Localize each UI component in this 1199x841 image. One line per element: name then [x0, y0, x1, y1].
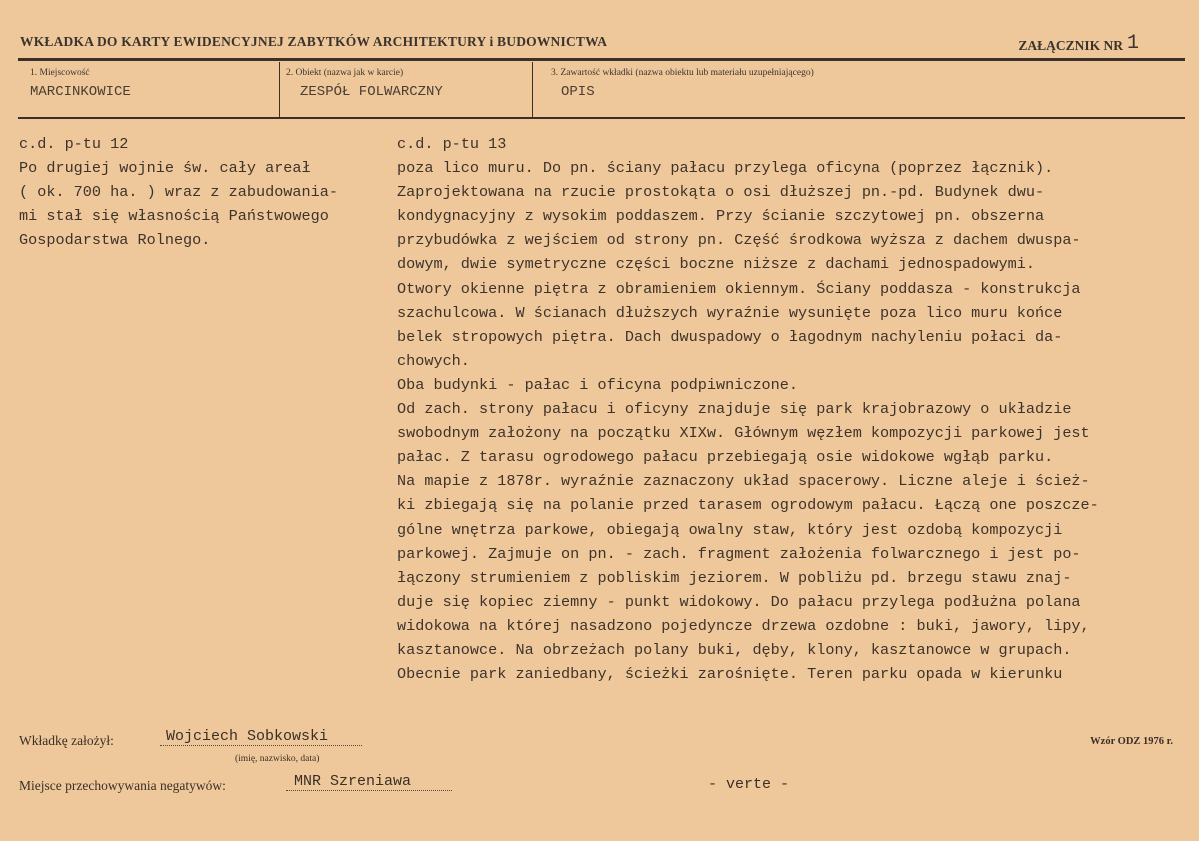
content-value: OPIS	[561, 84, 595, 100]
text-line: Zaprojektowana na rzucie prostokąta o osi dłuższej pn.-pd. Budynek dwu-	[397, 183, 1045, 202]
text-line: Od zach. strony pałacu i oficyny znajduje się park krajobrazowy o układzie	[397, 400, 1072, 419]
text-line: łączony strumieniem z pobliskim jeziorem. W pobliżu pd. brzegu stawu znaj-	[397, 568, 1072, 587]
text-line: przybudówka z wejściem od strony pn. Część środkowa wyższa z dachem dwuspa-	[397, 231, 1081, 250]
text-line: widokowa na której nasadzono pojedyncze drzewa ozdobne : buki, jawory, lipy,	[397, 616, 1090, 635]
fields-rule	[18, 117, 1185, 119]
left-column-text	[19, 132, 369, 252]
form-designation: Wzór ODZ 1976 r.	[1090, 736, 1173, 747]
text-line: Otwory okienne piętra z obramieniem okiennym. Ściany poddasza - konstrukcja	[397, 279, 1081, 298]
text-line	[397, 686, 1177, 710]
text-line: Obecnie park zaniedbany, ścieżki zarośnięte. Teren parku opada w kierunku	[397, 665, 1063, 684]
content-label: 3. Zawartość wkładki (nazwa obiektu lub materiału uzupełniającego)	[551, 68, 814, 78]
locality-label: 1. Miejscowość	[30, 68, 90, 78]
text-line: szachulcowa. W ścianach dłuższych wyraźnie wysunięte poza lico muru końce	[397, 303, 1063, 322]
header-rule	[18, 58, 1185, 61]
text-line: ( ok. 700 ha. ) wraz z zabudowania-	[19, 183, 338, 202]
text-line: parkowej. Zajmuje on pn. - zach. fragment założenia folwarcznego i jest po-	[397, 544, 1081, 563]
text-line: duje się kopiec ziemny - punkt widokowy. Do pałacu przylega podłużna polana	[397, 592, 1081, 611]
text-line: pałac. Z tarasu ogrodowego pałacu przebiegają osie widokowe wgłąb parku.	[397, 448, 1054, 467]
object-value: ZESPÓŁ FOLWARCZNY	[300, 84, 443, 100]
text-line: dowym, dwie symetryczne części boczne niższe z dachami jednospadowymi.	[397, 255, 1035, 274]
founder-label: Wkładkę założył:	[19, 733, 114, 748]
annex-number-value: 1	[1126, 32, 1139, 55]
annex-label: ZAŁĄCZNIK NR	[1018, 38, 1123, 53]
locality-value: MARCINKOWICE	[30, 84, 131, 100]
founder-value: Wojciech Sobkowski	[160, 728, 362, 746]
storage-value: MNR Szreniawa	[286, 773, 452, 791]
locality-field	[18, 62, 280, 116]
text-line: Oba budynki - pałac i oficyna podpiwniczone.	[397, 375, 799, 394]
verte-note: - verte -	[708, 776, 790, 793]
card-title: WKŁADKA DO KARTY EWIDENCYJNEJ ZABYTKÓW ARCHITEKTURY i BUDOWNICTWA	[20, 34, 608, 49]
text-line: Gospodarstwa Rolnego.	[19, 231, 211, 250]
object-field	[280, 62, 532, 116]
object-label: 2. Obiekt (nazwa jak w karcie)	[286, 68, 404, 78]
right-column-text	[397, 132, 1177, 710]
text-line: kondygnacyjny z wysokim poddaszem. Przy ścianie szczytowej pn. obszerna	[397, 207, 1045, 226]
text-line: c.d. p-tu 13	[397, 135, 507, 153]
text-line: belek stropowych piętra. Dach dwuspadowy o łagodnym nachyleniu połaci da-	[397, 327, 1063, 346]
annex-number	[1018, 34, 1139, 57]
text-line: chowych.	[397, 351, 470, 370]
content-field	[533, 62, 1173, 116]
text-line: Po drugiej wojnie św. cały areał	[19, 159, 311, 178]
founder-note: (imię, nazwisko, data)	[235, 754, 320, 764]
text-line: gólne wnętrza parkowe, obiegają owalny staw, który jest ozdobą kompozycji	[397, 520, 1063, 539]
text-line: kasztanowce. Na obrzeżach polany buki, dęby, klony, kasztanowce w grupach.	[397, 640, 1072, 659]
text-line: ki zbiegają się na polanie przed tarasem ogrodowym pałacu. Łączą one poszcze-	[397, 496, 1099, 515]
text-line: mi stał się własnością Państwowego	[19, 207, 329, 226]
text-line: swobodnym założony na początku XIXw. Głównym węzłem kompozycji parkowej jest	[397, 424, 1090, 443]
text-line: c.d. p-tu 12	[19, 135, 129, 153]
text-line: poza lico muru. Do pn. ściany pałacu przylega oficyna (poprzez łącznik).	[397, 159, 1054, 178]
storage-label: Miejsce przechowywania negatywów:	[19, 778, 226, 793]
text-line: Na mapie z 1878r. wyraźnie zaznaczony układ spacerowy. Liczne aleje i ścież-	[397, 472, 1090, 491]
